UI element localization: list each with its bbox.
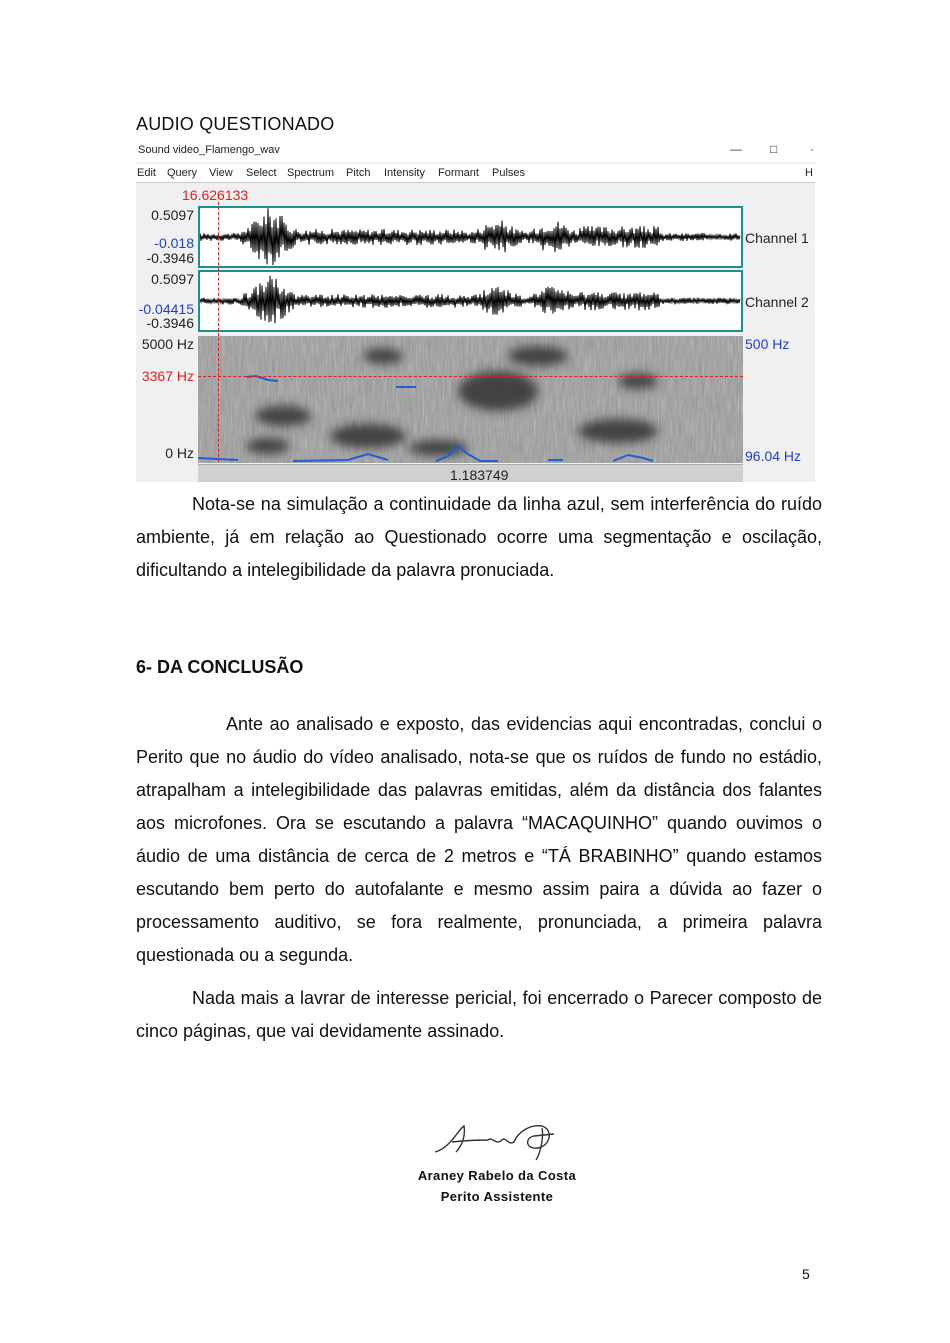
- menu-pulses[interactable]: Pulses: [492, 167, 526, 179]
- menu-select[interactable]: Select: [246, 167, 277, 179]
- channel1-min: -0.3946: [146, 250, 194, 266]
- pitch-bottom-hz: 96.04 Hz: [745, 448, 802, 464]
- menu-query[interactable]: Query: [167, 167, 197, 179]
- cursor-time-label: 16.626133: [182, 187, 249, 203]
- channel1-value: -0.018: [154, 235, 194, 251]
- channel2-min: -0.3946: [146, 315, 194, 331]
- time-cursor-line: [218, 202, 219, 482]
- spectrogram-bottom-hz: 0 Hz: [165, 445, 194, 461]
- menu-intensity[interactable]: Intensity: [384, 167, 425, 179]
- page-number: 5: [802, 1266, 810, 1282]
- handwritten-signature: [430, 1118, 570, 1166]
- audio-heading: AUDIO QUESTIONADO: [136, 114, 335, 134]
- pitch-top-hz: 500 Hz: [745, 336, 790, 352]
- menu-formant[interactable]: Formant: [438, 167, 479, 179]
- menu-spectrum[interactable]: Spectrum: [287, 167, 335, 179]
- channel2-max: 0.5097: [151, 271, 194, 287]
- channel1-max: 0.5097: [151, 207, 194, 223]
- signature-role: Perito Assistente: [440, 1189, 554, 1204]
- channel1-waveform[interactable]: [198, 206, 743, 268]
- spectrogram-cursor-hz: 3367 Hz: [141, 368, 194, 384]
- maximize-button[interactable]: □: [770, 142, 778, 156]
- spectrogram-top-hz: 5000 Hz: [141, 336, 194, 352]
- section-title: 6- DA CONCLUSÃO: [136, 657, 304, 677]
- menu-help[interactable]: H: [805, 167, 813, 179]
- channel2-value: -0.04415: [138, 301, 194, 317]
- selection-duration: 1.183749: [450, 467, 509, 482]
- window-title: Sound video_Flamengo_wav: [138, 144, 280, 156]
- praat-sound-editor: [136, 140, 815, 482]
- selection-timebar[interactable]: [198, 464, 743, 482]
- window-titlebar: [136, 140, 815, 162]
- menu-pitch[interactable]: Pitch: [346, 167, 371, 179]
- paragraph-closing: Nada mais a lavrar de interesse pericial, foi encerrado o Parecer composto de cinco páginas, que vai devidamente assinado.: [136, 988, 822, 1041]
- menu-edit[interactable]: Edit: [137, 167, 156, 179]
- menu-view[interactable]: View: [209, 167, 233, 179]
- frequency-cursor-line: [198, 376, 743, 377]
- paragraph-conclusion: Ante ao analisado e exposto, das evidencias aqui encontradas, conclui o Perito que no áudio do vídeo analisado, nota-se que os ruídos de fundo no estádio, atrapalham a intelegibilidade das palavras emitidas, além da distância dos falantes aos microfones. Ora se escutando a palavra “MACAQUINHO” quando ouvimos o áudio de uma distância de cerca de 2 metros e “TÁ BRABINHO” quando estamos escutando bem perto do autofalante e mesmo assim paira a dúvida ao fazer o processamento auditivo, se fora realmente, pronunciada, a primeira palavra questionada ou a segunda.: [136, 714, 822, 965]
- minimize-button[interactable]: —: [730, 142, 742, 156]
- close-button[interactable]: ·: [810, 142, 814, 156]
- channel1-label: Channel 1: [745, 230, 809, 246]
- channel2-label: Channel 2: [745, 294, 809, 310]
- spectrogram[interactable]: [198, 336, 743, 463]
- channel2-waveform[interactable]: [198, 270, 743, 332]
- paragraph-simulation: Nota-se na simulação a continuidade da linha azul, sem interferência do ruído ambiente, já em relação ao Questionado ocorre uma segmentação e oscilação, dificultando a intelegibilidade da palavra pronuciada.: [136, 494, 822, 580]
- menu-bar: [136, 164, 815, 183]
- signature-name: Araney Rabelo da Costa: [417, 1168, 577, 1183]
